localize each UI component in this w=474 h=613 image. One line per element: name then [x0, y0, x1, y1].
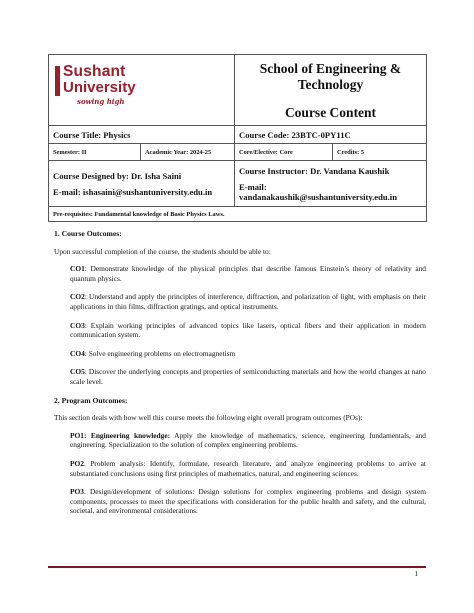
- designer-cell: [49, 161, 235, 207]
- page-number: 1: [414, 570, 418, 578]
- program-outcomes-heading: 2. Program Outcomes:: [54, 395, 128, 405]
- course-outcome-item: [70, 321, 426, 340]
- outcome-text: : Explain working principles of advanced topics like lasers, optical fibers and their application in modern communication system.: [70, 320, 426, 340]
- course-outcome-item: [70, 349, 426, 359]
- university-logo: [49, 55, 234, 125]
- logo-cell: [49, 55, 235, 126]
- outcome-text: : Solve engineering problems on electromagnetism: [84, 348, 236, 358]
- course-title: Course Title: Physics: [49, 126, 235, 144]
- outcome-code: PO2: [70, 458, 84, 468]
- title-cell: [235, 55, 427, 126]
- logo-mark: [55, 66, 60, 96]
- course-designer: Course Designed by: Dr. Isha Saini: [53, 170, 182, 181]
- course-outcomes-intro: Upon successful completion of the course, the students should be able to:: [54, 246, 271, 256]
- footer-rule: [48, 566, 426, 568]
- program-outcomes-intro: This section deals with how well this course meets the following eight overall program outcomes (POs):: [54, 413, 363, 423]
- outcome-code: PO1: Engineering knowledge:: [70, 430, 171, 440]
- academic-year: Academic Year: 2024-25: [141, 144, 235, 161]
- document-body: [56, 229, 426, 525]
- logo-tagline: sowing high: [77, 97, 125, 106]
- outcome-text: . Design/development of solutions: Design solutions for complex engineering problems and design system components, processes to meet the specifications with consideration for the public health and safety, and the cultural, societal, and environmental considerations.: [70, 487, 426, 516]
- outcome-code: CO4: [70, 348, 85, 358]
- instructor-cell: [235, 161, 427, 207]
- outcome-text: Apply the knowledge of mathematics, science, engineering fundamentals, and engineering. Specialization to the solution of complex engineering problems.: [70, 430, 426, 450]
- outcome-text: : Discover the underlying concepts and properties of semiconducting materials and how the world changes at nano scale level.: [70, 367, 426, 386]
- school-name: School of Engineering & Technology: [259, 61, 402, 92]
- core-elective: Core/Elective: Core: [235, 144, 333, 161]
- logo-name-line1: Sushant: [63, 63, 126, 80]
- course-outcome-item: [70, 367, 426, 386]
- document-title: Course Content: [284, 105, 377, 120]
- instructor-email-label: E-mail:: [239, 182, 267, 192]
- program-outcome-item: [70, 431, 426, 450]
- designer-email: E-mail: ishasaini@sushantuniversity.edu.in: [53, 186, 213, 197]
- course-outcomes-heading: 1. Course Outcomes:: [54, 229, 122, 238]
- course-outcome-item: [70, 264, 426, 283]
- outcome-code: PO3: [70, 487, 84, 497]
- outcome-code: CO1: [70, 264, 85, 274]
- outcome-text: : Understand and apply the principles of interference, diffraction, and polarization of light, with emphasis on their applications in thin films, diffraction gratings, and optical instruments.: [70, 292, 426, 311]
- outcome-text: . Problem analysis: Identify, formulate, research literature, and analyze engineering problems to arrive at substantiated conclusions using first principles of mathematics, natural, and engineering sciences.: [70, 458, 426, 478]
- outcome-text: : Demonstrate knowledge of the physical principles that describe famous Einstein’s theory of relativity and quantum physics.: [70, 264, 426, 283]
- instructor-email: vandanakaushik@sushantuniversity.edu.in: [239, 192, 397, 202]
- course-code: Course Code: 23BTC-0PY11C: [235, 126, 427, 144]
- course-instructor: Course Instructor: Dr. Vandana Kaushik: [239, 166, 390, 176]
- prerequisites: Pre-requisites: Fundamental knowledge of Basic Physics Laws.: [49, 207, 427, 222]
- semester: Semester: II: [49, 144, 141, 161]
- course-header-table: [48, 54, 427, 222]
- program-outcome-item: [70, 487, 426, 516]
- credits: Credits: 5: [333, 144, 427, 161]
- outcome-code: CO5: [70, 367, 85, 377]
- program-outcome-item: [70, 459, 426, 478]
- logo-name-line2: University: [63, 79, 136, 96]
- course-outcome-item: [70, 292, 426, 311]
- outcome-code: CO3: [70, 320, 85, 330]
- outcome-code: CO2: [70, 292, 85, 302]
